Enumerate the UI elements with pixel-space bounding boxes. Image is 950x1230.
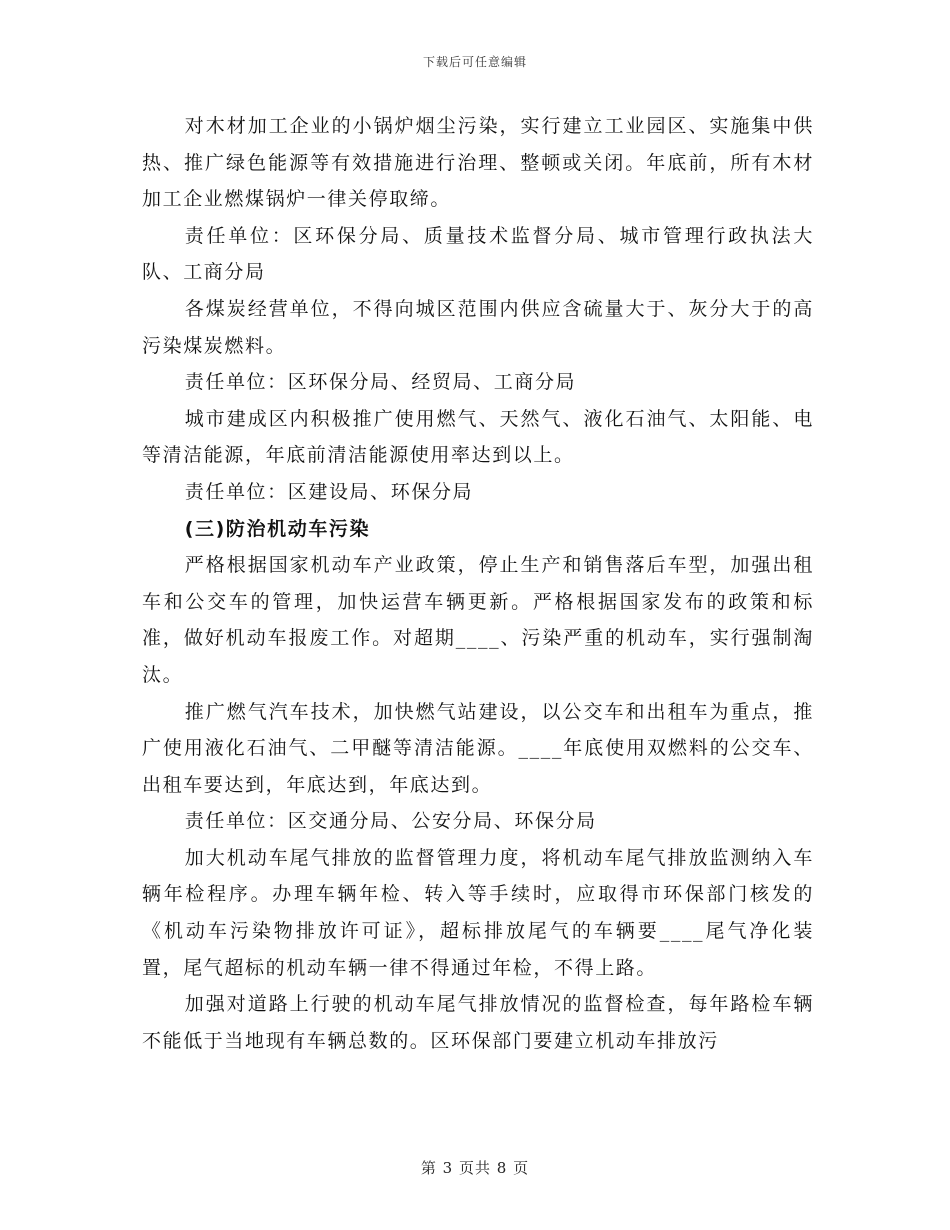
paragraph: 责任单位：区环保分局、质量技术监督分局、城市管理行政执法大队、工商分局 bbox=[142, 224, 814, 284]
paragraph: 加大机动车尾气排放的监督管理力度，将机动车尾气排放监测纳入车辆年检程序。办理车辆年检、转入等手续时，应取得市环保部门核发的《机动车污染物排放许可证》，超标排放尾气的车辆要____尾气净化装置，尾气超标的机动车辆一律不得通过年检，不得上路。 bbox=[142, 846, 814, 979]
paragraph: 城市建成区内积极推广使用燃气、天然气、液化石油气、太阳能、电等清洁能源，年底前清洁能源使用率达到以上。 bbox=[142, 407, 814, 467]
paragraph: 推广燃气汽车技术，加快燃气站建设，以公交车和出租车为重点，推广使用液化石油气、二甲醚等清洁能源。____年底使用双燃料的公交车、出租车要达到，年底达到，年底达到。 bbox=[142, 700, 814, 796]
paragraph: 责任单位：区交通分局、公安分局、环保分局 bbox=[184, 810, 597, 833]
paragraph: 各煤炭经营单位，不得向城区范围内供应含硫量大于、灰分大于的高污染煤炭燃料。 bbox=[142, 297, 814, 357]
document-body bbox=[142, 108, 814, 1059]
paragraph: 严格根据国家机动车产业政策，停止生产和销售落后车型，加强出租车和公交车的管理，加快运营车辆更新。严格根据国家发布的政策和标准，做好机动车报废工作。对超期____、污染严重的机动车，实行强制淘汰。 bbox=[142, 554, 814, 686]
section-heading: (三)防治机动车污染 bbox=[184, 517, 371, 540]
paragraph: 对木材加工企业的小锅炉烟尘污染，实行建立工业园区、实施集中供热、推广绿色能源等有效措施进行治理、整顿或关闭。年底前，所有木材加工企业燃煤锅炉一律关停取缔。 bbox=[142, 115, 814, 211]
paragraph: 责任单位：区建设局、环保分局 bbox=[184, 480, 474, 503]
paragraph: 加强对道路上行驶的机动车尾气排放情况的监督检查，每年路检车辆不能低于当地现有车辆总数的。区环保部门要建立机动车排放污 bbox=[142, 993, 814, 1052]
page-footer: 第 3 页共 8 页 bbox=[420, 1159, 530, 1177]
page-header: 下载后可任意编辑 bbox=[422, 55, 527, 69]
paragraph: 责任单位：区环保分局、经贸局、工商分局 bbox=[184, 371, 577, 394]
